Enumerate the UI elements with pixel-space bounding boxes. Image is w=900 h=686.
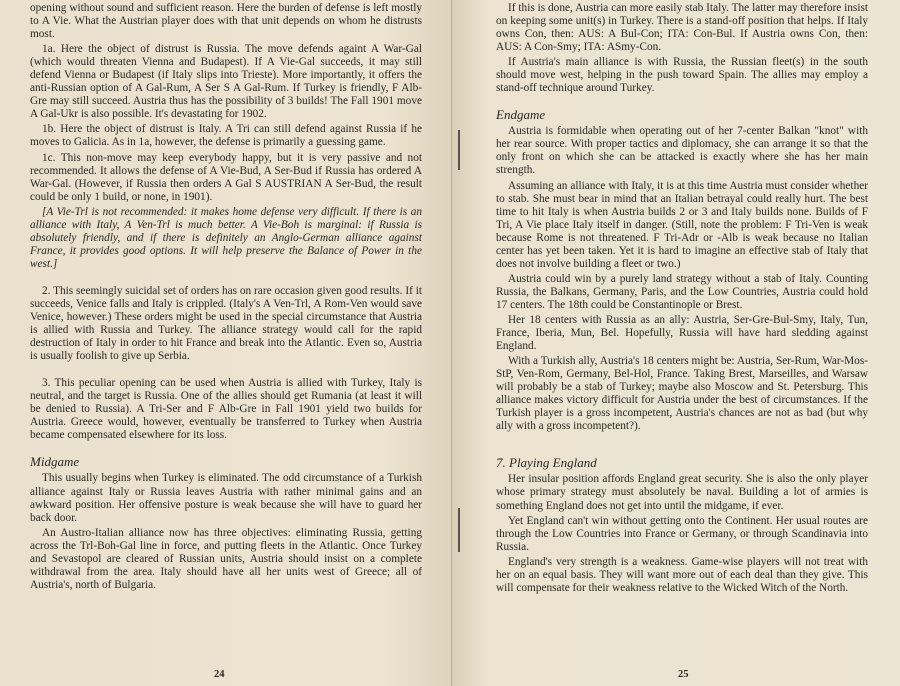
paragraph-1c: 1c. This non-move may keep everybody happy, but it is very passive and not recommended. It allows the defense of A Vie-Bud, A Ser-Bud if Russia has ordered A War-Gal. (However, if Russia then orders A Gal S AUSTRIAN A Ser-Bud, the result could be only 1 build, or none, in 1901). — [30, 151, 422, 203]
paragraph: England's very strength is a weakness. Game-wise players will not treat with her on an equal basis. They will want more out of each deal than they give. This will compensate for their weakness relative to the Wicked Witch of the North. — [496, 555, 868, 594]
section-heading-midgame: Midgame — [30, 454, 80, 470]
paragraph: Yet England can't win without getting onto the Continent. Her usual routes are through the Low Countries into France or Germany, or through Scandinavia into Russia. — [496, 514, 868, 553]
page-number: 25 — [678, 669, 689, 680]
paragraph: Austria is formidable when operating out of her 7-center Balkan "knot" with her rear source. With proper tactics and diplomacy, she can arrange it so that the only front on which she can be attacked is exactly where she has her main strength. — [496, 125, 868, 177]
margin-mark — [458, 508, 460, 552]
paragraph: An Austro-Italian alliance now has three objectives: eliminating Russia, getting across the Trl-Boh-Gal line in force, and putting fleets in the Atlantic. Once Turkey and Sevastopol are cleared of Russian units, Austria should insist on a complete withdrawal from the area. Italy should have all her units west of Greece; all of Austria's, north of Bulgaria. — [30, 526, 422, 591]
paragraph: Austria could win by a purely land strategy without a stab of Italy. Counting Russia, the Balkans, Germany, Paris, and the Low Countries, Austria could hold 17 centers. The 18th could be Constantinople or Brest. — [496, 272, 868, 311]
right-page — [452, 0, 900, 686]
paragraph-1a: 1a. Here the object of distrust is Russia. The move defends againt A War-Gal (which would threaten Vienna and Budapest). If A Vie-Gal succeeds, it may still defend Vienna or Budapest (if Italy slips into Trieste). More importantly, it offers the anti-Russian option of A Gal-Rum, A Ser S A Gal-Rum. If Turkey is friendly, F Alb-Gre may still succeed. Austria thus has the possibility of 3 builds! The Fall 1901 move A Gal-Ukr is also possible. It's devastating for 1902. — [30, 43, 422, 121]
paragraph-2: 2. This seemingly suicidal set of orders has on rare occasion given good results. If it succeeds, Venice falls and Italy is crippled. (Italy's A Ven-Trl, A Rom-Ven would save Venice, however.) These orders might be used in the special circumstance that Austria is allied with Russia and Turkey. The alliance strategy would call for the rapid destruction of Italy in order to hit France and break into the Atlantic. Even so, Austria is usually foolish to give up Serbia. — [30, 284, 422, 363]
paragraph: If this is done, Austria can more easily stab Italy. The latter may therefore insist on keeping some unit(s) in Turkey. There is a stand-off position that helps. If Italy owns Con, then: AUS: A Bul-Con; ITA: Con-Bul. If Austria owns Con, then: AUS: A Con-Smy; ITA: ASmy-Con. — [496, 2, 868, 54]
paragraph: Her insular position affords England great security. She is also the only player whose primary strategy must absolutely be naval. Building a lot of armies is something England does not get into until the midgame, if ever. — [496, 473, 868, 512]
page-number: 24 — [214, 669, 225, 680]
margin-mark — [458, 130, 460, 170]
bracketed-note: [A Vie-Trl is not recommended: it makes home defense very difficult. If there is an alliance with Italy, A Ven-Trl is much better. A Vie-Boh is marginal: if Russia is absolutely friendly, and if there is definitely an Anglo-German alliance against France, it provides good options. It will help preserve the Balance of Power in the west.] — [30, 205, 422, 270]
paragraph: This usually begins when Turkey is eliminated. The odd circumstance of a Turkish alliance against Italy or Russia leaves Austria with rather minimal gains and an awkward position. Her offensive posture is weak because she will have to guard her back door. — [30, 472, 422, 524]
section-heading-endgame: Endgame — [496, 107, 546, 123]
paragraph-1b: 1b. Here the object of distrust is Italy. A Tri can still defend against Russia if he moves to Galicia. As in 1a, however, the defense is primarily a guessing game. — [30, 123, 422, 149]
paragraph: Assuming an alliance with Italy, it is at this time Austria must consider whether to stab. She must bear in mind that an Italian betrayal could really hurt. The best time to hit Italy is when Austria builds 2 or 3 and Italy builds none. Builds of F Tri, A Vie place Italy itself in danger. (Still, note the problem: F Tri-Ven is weak because Rome is not threatened. F Tri-Adr or -Alb is weak because no Italian center has yet been taken. Yet it is hard to imagine an effective stab of Italy that does not involve building a fleet or two.) — [496, 179, 868, 270]
paragraph: If Austria's main alliance is with Russia, the Russian fleet(s) in the south should move west, helping in the push toward Spain. The allies may employ a stand-off technique around Turkey. — [496, 56, 868, 95]
paragraph-3: 3. This peculiar opening can be used when Austria is allied with Turkey, Italy is neutral, and the target is Russia. One of the allies should get Rumania (at least it will be denied to Russia). A Tri-Ser and F Alb-Gre in Fall 1901 yield two builds for Austria. Greece would, however, eventually be transferred to Turkey when Austria became compensated elsewhere for its loss. — [30, 377, 422, 442]
paragraph: With a Turkish ally, Austria's 18 centers might be: Austria, Ser-Rum, War-Mos-StP, Ven-Rom, Germany, Bel-Hol, France. Taking Brest, Marseilles, and Warsaw will probably be a stab of Turkey; maybe also Moscow and St. Petersburg. This alliance makes victory difficult for Austria under the best of circumstances. If the Turkish player is a gross incompetent, Austria's chances are not as bad (but why ally with a gross incompetent?). — [496, 355, 868, 433]
section-heading-playing-england: 7. Playing England — [496, 455, 597, 471]
paragraph: opening without sound and sufficient reason. Here the burden of defense is left mostly to A Vie. What the Austrian player does with that unit depends on whom he distrusts most. — [30, 2, 422, 41]
paragraph: Her 18 centers with Russia as an ally: Austria, Ser-Gre-Bul-Smy, Italy, Tun, France, Iberia, Mun, Bel. Hopefully, Russia will have hard sledding against England. — [496, 313, 868, 353]
